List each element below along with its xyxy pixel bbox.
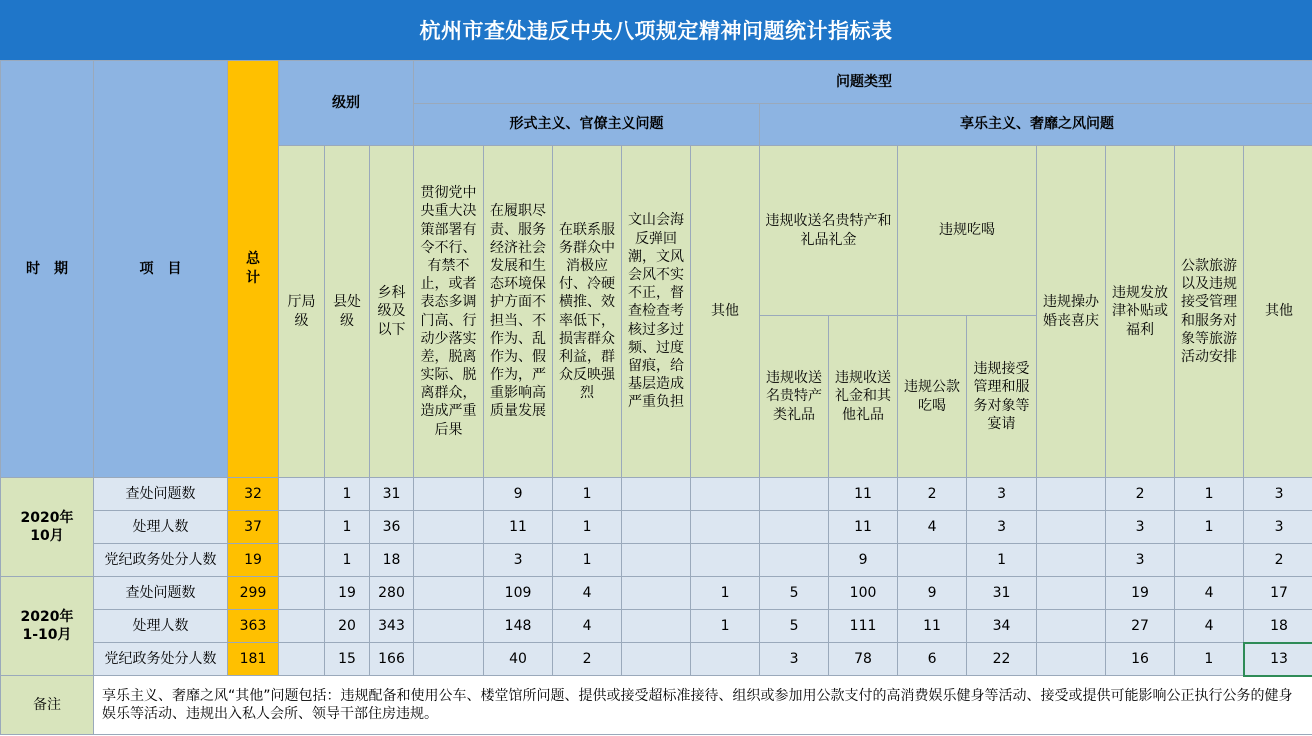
- header-total: [228, 61, 279, 478]
- cell: [414, 643, 484, 676]
- header-level-bureau: [279, 146, 325, 478]
- header-g2-gift-money: 违规收送礼金和其他礼品: [829, 316, 898, 478]
- cell: 6: [898, 643, 967, 676]
- cell: [1037, 610, 1106, 643]
- cell: [414, 544, 484, 577]
- header-level-county: [325, 146, 370, 478]
- cell: [279, 478, 325, 511]
- header-item: 项 目: [94, 61, 228, 478]
- note-text: 享乐主义、奢靡之风“其他”问题包括：违规配备和使用公车、楼堂馆所问题、提供或接受超标准接待、组织或参加用公款支付的高消费娱乐健身等活动、接受或提供可能影响公正执行公务的健身娱乐等活动、违规出入私人会所、领导干部住房违规。: [94, 676, 1312, 735]
- cell: [279, 544, 325, 577]
- cell: [414, 577, 484, 610]
- cell: 4: [1175, 577, 1244, 610]
- cell: 2: [1106, 478, 1175, 511]
- cell: 31: [370, 478, 414, 511]
- cell: 1: [691, 577, 760, 610]
- cell: 1: [553, 478, 622, 511]
- table-title: 杭州市查处违反中央八项规定精神问题统计指标表: [0, 0, 1312, 60]
- cell: 18: [1244, 610, 1312, 643]
- cell: 11: [829, 511, 898, 544]
- cell: 18: [370, 544, 414, 577]
- cell: 1: [967, 544, 1037, 577]
- row-item: 处理人数: [94, 610, 228, 643]
- cell: 4: [553, 610, 622, 643]
- cell: 2: [898, 478, 967, 511]
- cell: 27: [1106, 610, 1175, 643]
- header-total-text: 总计: [245, 251, 260, 286]
- header-g2-eat-banquet: 违规接受管理和服务对象等宴请: [967, 316, 1037, 478]
- cell: [279, 577, 325, 610]
- cell: 100: [829, 577, 898, 610]
- row-item: 党纪政务处分人数: [94, 643, 228, 676]
- cell: 3: [967, 478, 1037, 511]
- cell: 36: [370, 511, 414, 544]
- header-g2-wedding: 违规操办婚丧喜庆: [1037, 146, 1106, 478]
- row-item: 党纪政务处分人数: [94, 544, 228, 577]
- row-item: 处理人数: [94, 511, 228, 544]
- cell: [1037, 511, 1106, 544]
- cell: 9: [898, 577, 967, 610]
- cell: 40: [484, 643, 553, 676]
- cell: 11: [484, 511, 553, 544]
- cell: [691, 478, 760, 511]
- cell: 19: [325, 577, 370, 610]
- header-g1-other: 其他: [691, 146, 760, 478]
- cell: [279, 610, 325, 643]
- cell: 9: [829, 544, 898, 577]
- header-g2-gift-specialty: 违规收送名贵特产类礼品: [760, 316, 829, 478]
- row-total: 299: [228, 577, 279, 610]
- cell: 148: [484, 610, 553, 643]
- header-g1-service: 在联系服务群众中消极应付、冷硬横推、效率低下，损害群众利益，群众反映强烈: [553, 146, 622, 478]
- header-g2-eat: 违规吃喝: [898, 146, 1037, 316]
- cell: [760, 544, 829, 577]
- cell: 1: [1175, 511, 1244, 544]
- cell: [760, 511, 829, 544]
- cell: [622, 478, 691, 511]
- cell: [622, 643, 691, 676]
- table-row: [1, 577, 1312, 610]
- cell: 3: [1244, 511, 1312, 544]
- header-g2-gift: 违规收送名贵特产和礼品礼金: [760, 146, 898, 316]
- cell: 1: [1175, 478, 1244, 511]
- cell: [622, 577, 691, 610]
- header-g2-other: 其他: [1244, 146, 1312, 478]
- cell: [279, 643, 325, 676]
- cell: 1: [553, 511, 622, 544]
- header-level: 级别: [279, 61, 414, 146]
- cell: [414, 511, 484, 544]
- cell: 19: [1106, 577, 1175, 610]
- row-total: 19: [228, 544, 279, 577]
- header-level-township: [370, 146, 414, 478]
- cell: 4: [1175, 610, 1244, 643]
- cell: 1: [325, 511, 370, 544]
- period-cell: [1, 478, 94, 577]
- cell: 2: [553, 643, 622, 676]
- cell: 3: [1244, 478, 1312, 511]
- cell: 1: [1175, 643, 1244, 676]
- cell: [1037, 478, 1106, 511]
- header-g2-travel: 公款旅游以及违规接受管理和服务对象等旅游活动安排: [1175, 146, 1244, 478]
- cell: 22: [967, 643, 1037, 676]
- cell: 17: [1244, 577, 1312, 610]
- period-label: 2020年10月: [20, 509, 74, 544]
- period-cell: [1, 577, 94, 676]
- cell: 5: [760, 610, 829, 643]
- cell: [1037, 544, 1106, 577]
- cell: 3: [760, 643, 829, 676]
- header-group-hedonism: 享乐主义、奢靡之风问题: [760, 104, 1312, 146]
- cell: [760, 478, 829, 511]
- cell: 78: [829, 643, 898, 676]
- row-total: 181: [228, 643, 279, 676]
- cell: 1: [691, 610, 760, 643]
- cell: [691, 511, 760, 544]
- table-row: [1, 643, 1312, 676]
- cell: 1: [553, 544, 622, 577]
- cell: 166: [370, 643, 414, 676]
- row-total: 32: [228, 478, 279, 511]
- period-label: 2020年1-10月: [20, 608, 74, 643]
- cell: 280: [370, 577, 414, 610]
- row-total: 363: [228, 610, 279, 643]
- header-g2-eat-public: 违规公款吃喝: [898, 316, 967, 478]
- cell: 2: [1244, 544, 1312, 577]
- row-item: 查处问题数: [94, 478, 228, 511]
- header-g1-decision: 贯彻党中央重大决策部署有令不行、有禁不止，或者表态多调门高、行动少落实差，脱离实际、脱离群众，造成严重后果: [414, 146, 484, 478]
- cell: 1: [325, 478, 370, 511]
- cell: [622, 511, 691, 544]
- header-g2-allowance: 违规发放津补贴或福利: [1106, 146, 1175, 478]
- cell: 20: [325, 610, 370, 643]
- row-total: 37: [228, 511, 279, 544]
- cell: 16: [1106, 643, 1175, 676]
- cell: [414, 610, 484, 643]
- cell: [1175, 544, 1244, 577]
- cell: [1037, 643, 1106, 676]
- cell: 34: [967, 610, 1037, 643]
- cell: 3: [484, 544, 553, 577]
- cell: 111: [829, 610, 898, 643]
- stats-table: [0, 60, 1312, 735]
- cell: [691, 643, 760, 676]
- cell: 9: [484, 478, 553, 511]
- cell: [414, 478, 484, 511]
- header-problem-type: 问题类型: [414, 61, 1312, 104]
- cell: [898, 544, 967, 577]
- header-level-bureau-text: 厅局级: [287, 294, 316, 329]
- cell: 3: [1106, 544, 1175, 577]
- header-level-township-text: 乡科级及以下: [377, 285, 406, 338]
- cell: 11: [829, 478, 898, 511]
- cell: [1037, 577, 1106, 610]
- table-row: [1, 610, 1312, 643]
- cell: [691, 544, 760, 577]
- header-level-county-text: 县处级: [332, 294, 361, 329]
- table-row: [1, 478, 1312, 511]
- cell: 31: [967, 577, 1037, 610]
- cell: 5: [760, 577, 829, 610]
- row-item: 查处问题数: [94, 577, 228, 610]
- selected-cell[interactable]: 13: [1244, 643, 1312, 676]
- header-g1-meetings: 文山会海反弹回潮，文风会风不实不正，督查检查考核过多过频、过度留痕，给基层造成严重负担: [622, 146, 691, 478]
- cell: 4: [898, 511, 967, 544]
- cell: [279, 511, 325, 544]
- cell: 3: [1106, 511, 1175, 544]
- cell: [622, 544, 691, 577]
- cell: 11: [898, 610, 967, 643]
- cell: 343: [370, 610, 414, 643]
- cell: 4: [553, 577, 622, 610]
- note-row: [1, 676, 1312, 735]
- note-label: 备注: [1, 676, 94, 735]
- table-row: [1, 511, 1312, 544]
- cell: 15: [325, 643, 370, 676]
- table-row: [1, 544, 1312, 577]
- header-period: 时 期: [1, 61, 94, 478]
- cell: [622, 610, 691, 643]
- cell: 1: [325, 544, 370, 577]
- header-g1-duty: 在履职尽责、服务经济社会发展和生态环境保护方面不担当、不作为、乱作为、假作为，严重影响高质量发展: [484, 146, 553, 478]
- header-group-formalism: 形式主义、官僚主义问题: [414, 104, 760, 146]
- cell: 3: [967, 511, 1037, 544]
- cell: 109: [484, 577, 553, 610]
